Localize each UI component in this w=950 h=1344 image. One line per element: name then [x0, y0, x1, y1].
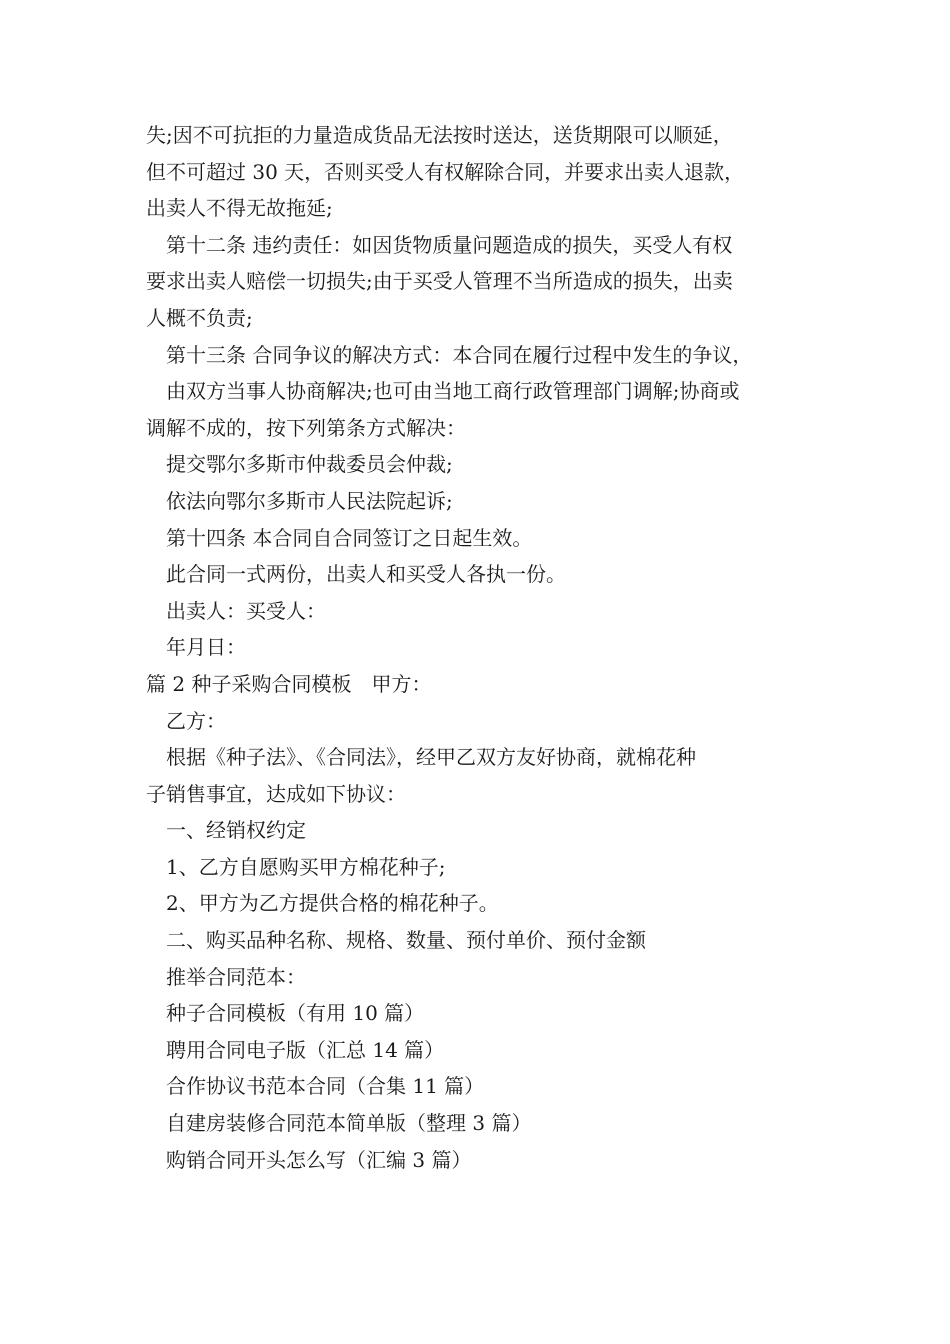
paragraph [146, 593, 814, 630]
text-line: 种子合同模板（有用 10 篇） [166, 1001, 425, 1026]
text-line: 1、乙方自愿购买甲方棉花种子; [166, 854, 446, 879]
paragraph [146, 629, 814, 666]
paragraph [146, 812, 814, 849]
paragraph [146, 556, 814, 593]
text-line: 出卖人不得无故拖延; [146, 196, 333, 221]
paragraph [146, 885, 814, 922]
paragraph [146, 703, 814, 740]
text-line: 第十三条 合同争议的解决方式：本合同在履行过程中发生的争议， [166, 342, 753, 367]
paragraph [146, 739, 814, 812]
text-line: 二、购买品种名称、规格、数量、预付单价、预付金额 [166, 928, 646, 953]
text-line: 依法向鄂尔多斯市人民法院起诉; [166, 488, 453, 513]
text-line: 聘用合同电子版（汇总 14 篇） [166, 1037, 445, 1062]
text-line: 由双方当事人协商解决;也可由当地工商行政管理部门调解;协商或 [166, 379, 740, 404]
text-line: 子销售事宜，达成如下协议： [146, 781, 406, 806]
paragraph [146, 1032, 814, 1069]
text-line: 调解不成的，按下列第条方式解决： [146, 415, 466, 440]
text-line: 年月日： [166, 635, 246, 660]
text-line: 购销合同开头怎么写（汇编 3 篇） [166, 1147, 472, 1172]
paragraph [146, 1105, 814, 1142]
paragraph [146, 666, 814, 703]
paragraph [146, 922, 814, 959]
text-line: 第十四条 本合同自合同签订之日起生效。 [166, 525, 533, 550]
paragraph [146, 520, 814, 557]
text-line: 此合同一式两份，出卖人和买受人各执一份。 [166, 562, 566, 587]
text-line: 第十二条 违约责任：如因货物质量问题造成的损失，买受人有权 [166, 232, 733, 257]
document-page [146, 117, 814, 1178]
text-line: 合作协议书范本合同（合集 11 篇） [166, 1074, 485, 1099]
paragraph [146, 995, 814, 1032]
paragraph [146, 337, 814, 447]
text-line: 自建房装修合同范本简单版（整理 3 篇） [166, 1111, 532, 1136]
text-line: 人概不负责; [146, 305, 253, 330]
paragraph [146, 959, 814, 996]
text-line: 失;因不可抗拒的力量造成货品无法按时送达，送货期限可以顺延， [146, 123, 733, 147]
paragraph [146, 1068, 814, 1105]
text-line: 2、甲方为乙方提供合格的棉花种子。 [166, 891, 499, 916]
text-line: 根据《种子法》、《合同法》，经甲乙双方友好协商，就棉花种 [166, 745, 696, 770]
paragraph [146, 227, 814, 337]
paragraph [146, 849, 814, 886]
text-line: 要求出卖人赔偿一切损失;由于买受人管理不当所造成的损失，出卖 [146, 269, 733, 294]
text-line: 一、经销权约定 [166, 818, 306, 843]
text-line: 但不可超过 30 天，否则买受人有权解除合同，并要求出卖人退款， [146, 159, 745, 184]
text-line: 乙方： [166, 708, 226, 733]
paragraph [146, 483, 814, 520]
paragraph [146, 446, 814, 483]
text-line: 出卖人：买受人： [166, 598, 326, 623]
text-line: 推举合同范本： [166, 964, 306, 989]
paragraph [146, 117, 814, 227]
paragraph [146, 1142, 814, 1179]
text-line: 篇 2 种子采购合同模板 甲方： [146, 671, 432, 696]
text-line: 提交鄂尔多斯市仲裁委员会仲裁; [166, 452, 453, 477]
